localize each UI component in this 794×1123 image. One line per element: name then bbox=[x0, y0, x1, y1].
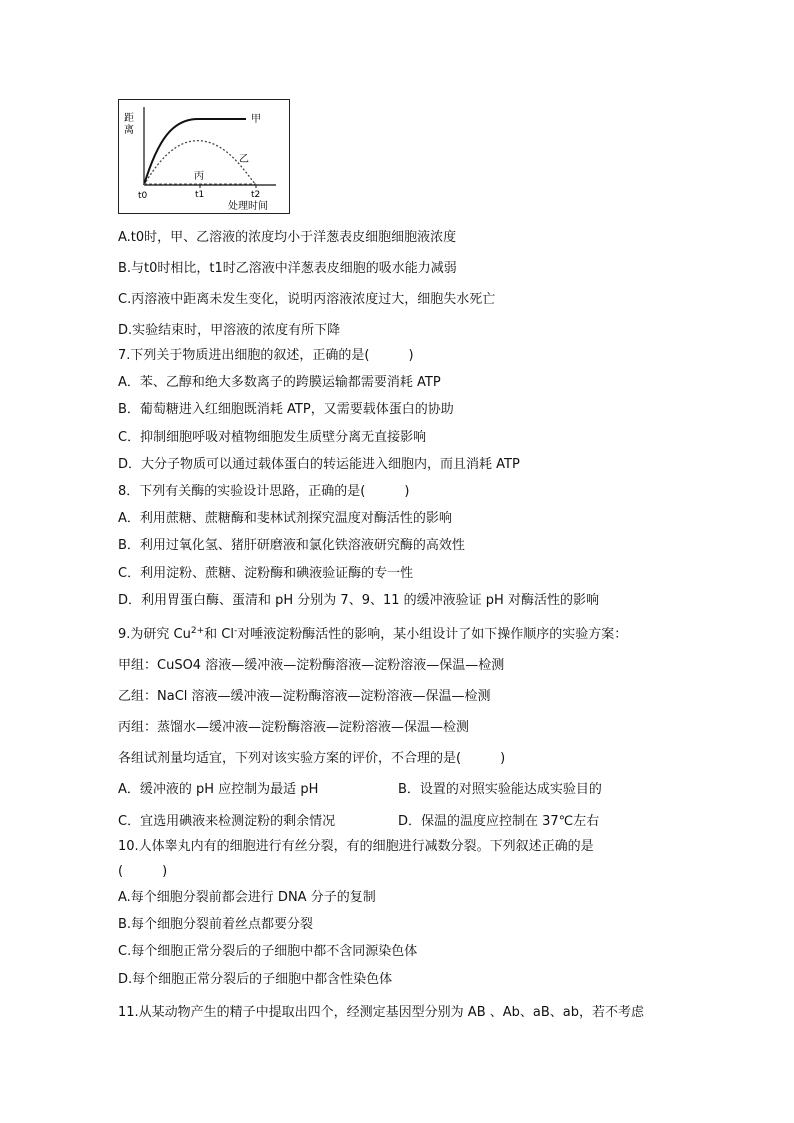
q10-option-b: B.每个细胞分裂前着丝点都要分裂 bbox=[118, 917, 314, 932]
q7-stem: 7.下列关于物质进出细胞的叙述，正确的是( ) bbox=[118, 348, 414, 363]
q9-stem-sup1: 2+ bbox=[190, 626, 205, 636]
q9-question: 各组试剂量均适宜，下列对该实验方案的评价，不合理的是( ) bbox=[118, 751, 506, 766]
q9-option-d: D．保温的温度应控制在 37℃左右 bbox=[398, 814, 600, 829]
q7-option-a: A．苯、乙醇和绝大多数离子的跨膜运输都需要消耗 ATP bbox=[118, 375, 441, 390]
y-label-2: 离 bbox=[124, 125, 134, 136]
q8-option-d: D．利用胃蛋白酶、蛋清和 pH 分别为 7、9、11 的缓冲液验证 pH 对酶活性的影响 bbox=[118, 593, 599, 608]
q8-option-b: B．利用过氧化氢、猪肝研磨液和氯化铁溶液研究酶的高效性 bbox=[118, 538, 465, 553]
q9-stem-a: 9.为研究 Cu bbox=[118, 627, 191, 642]
label-t1: t1 bbox=[195, 190, 205, 200]
q9-option-b: B．设置的对照实验能达成实验目的 bbox=[398, 782, 602, 797]
q8-option-a: A．利用蔗糖、蔗糖酶和斐林试剂探究温度对酶活性的影响 bbox=[118, 511, 452, 526]
q10-stem-line2: ( ) bbox=[118, 864, 168, 879]
q10-stem-line1: 10.人体睾丸内有的细胞进行有丝分裂，有的细胞进行减数分裂。下列叙述正确的是 bbox=[118, 839, 594, 854]
q6-option-b: B.与t0时相比，t1时乙溶液中洋葱表皮细胞的吸水能力减弱 bbox=[118, 261, 457, 276]
q10-option-c: C.每个细胞正常分裂后的子细胞中都不含同源染色体 bbox=[118, 944, 418, 959]
q7-option-d: D．大分子物质可以通过载体蛋白的转运能进入细胞内，而且消耗 ATP bbox=[118, 457, 520, 472]
diagram-figure bbox=[118, 99, 290, 214]
q9-stem-b: 和 Cl bbox=[204, 627, 234, 642]
q9-option-a: A．缓冲液的 pH 应控制为最适 pH bbox=[118, 782, 319, 797]
label-yi: 乙 bbox=[239, 154, 249, 165]
q9-group-yi: 乙组：NaCl 溶液—缓冲液—淀粉酶溶液—淀粉溶液—保温—检测 bbox=[118, 689, 491, 704]
q10-option-a: A.每个细胞分裂前都会进行 DNA 分子的复制 bbox=[118, 890, 376, 905]
q11-stem: 11.从某动物产生的精子中提取出四个，经测定基因型分别为 AB 、Ab、aB、ab，若不考虑 bbox=[118, 1005, 644, 1020]
q9-stem-c: 对唾液淀粉酶活性的影响，某小组设计了如下操作顺序的实验方案： bbox=[237, 627, 628, 642]
label-t2: t2 bbox=[251, 190, 261, 200]
q8-option-c: C．利用淀粉、蔗糖、淀粉酶和碘液验证酶的专一性 bbox=[118, 566, 414, 581]
q9-group-jia: 甲组：CuSO4 溶液—缓冲液—淀粉酶溶液—淀粉溶液—保温—检测 bbox=[118, 658, 505, 673]
q9-stem-sup2: - bbox=[233, 626, 238, 636]
q8-stem: 8．下列有关酶的实验设计思路，正确的是( ) bbox=[118, 484, 410, 499]
q6-option-a: A.t0时，甲、乙溶液的浓度均小于洋葱表皮细胞细胞液浓度 bbox=[118, 230, 457, 245]
y-label-1: 距 bbox=[124, 113, 134, 124]
q10-option-d: D.每个细胞正常分裂后的子细胞中都含性染色体 bbox=[118, 972, 393, 987]
label-jia: 甲 bbox=[251, 114, 261, 125]
label-bing: 丙 bbox=[194, 171, 204, 182]
label-t0: t0 bbox=[138, 191, 148, 201]
q7-option-b: B．葡萄糖进入红细胞既消耗 ATP，又需要载体蛋白的协助 bbox=[118, 402, 454, 417]
q7-option-c: C．抑制细胞呼吸对植物细胞发生质壁分离无直接影响 bbox=[118, 430, 427, 445]
q9-group-bing: 丙组：蒸馏水—缓冲液—淀粉酶溶液—淀粉溶液—保温—检测 bbox=[118, 720, 470, 735]
q6-option-d: D.实验结束时，甲溶液的浓度有所下降 bbox=[118, 323, 341, 338]
distance-time-graph bbox=[118, 99, 290, 214]
x-label: 处理时间 bbox=[228, 201, 268, 212]
q9-option-c: C．宜选用碘液来检测淀粉的剩余情况 bbox=[118, 814, 336, 829]
q9-stem bbox=[118, 626, 627, 645]
q6-option-c: C.丙溶液中距离未发生变化，说明丙溶液浓度过大，细胞失水死亡 bbox=[118, 292, 496, 307]
